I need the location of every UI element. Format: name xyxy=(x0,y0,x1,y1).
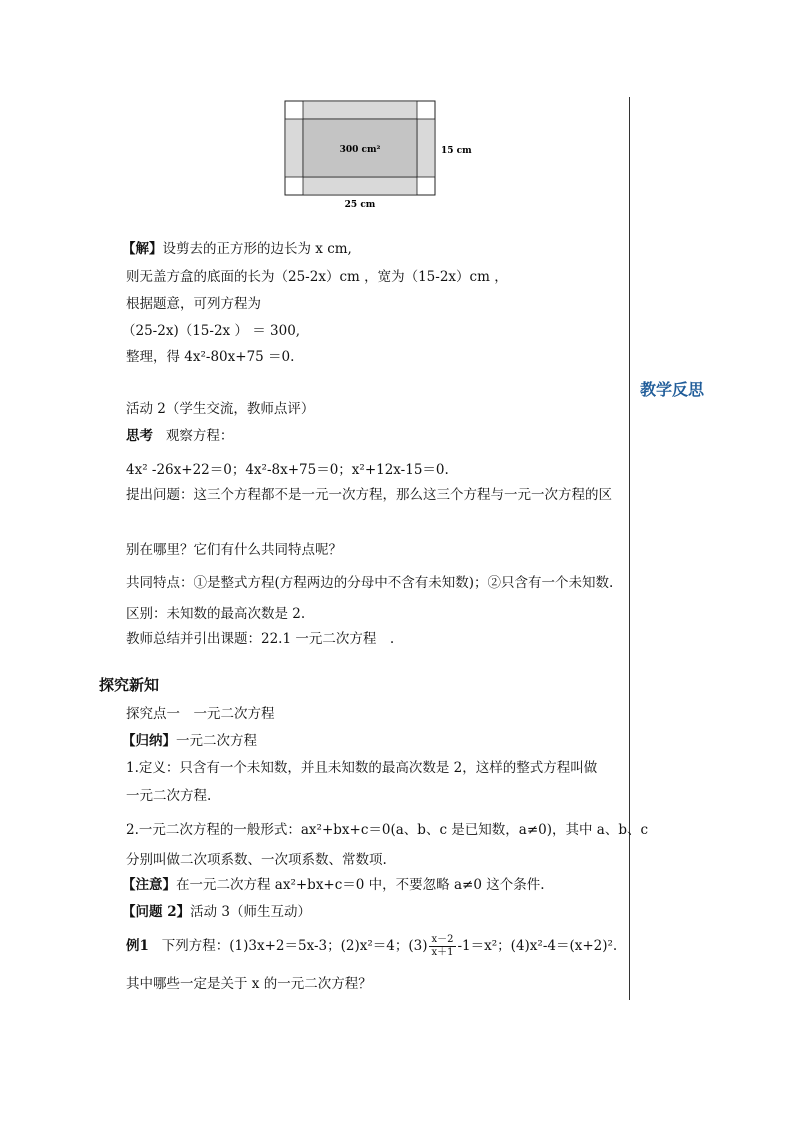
explore-point: 探究点一 一元二次方程 xyxy=(126,706,275,722)
solution-line-3: 根据题意，可列方程为 xyxy=(126,296,261,312)
summary-line: 教师总结并引出课题：22.1 一元二次方程 . xyxy=(126,631,395,647)
side-strip-left xyxy=(285,119,303,177)
fraction-denominator: x＋1 xyxy=(431,947,454,958)
height-label: 15 cm xyxy=(441,146,472,156)
question-line-a: 提出问题：这三个方程都不是一元一次方程，那么这三个方程与一元一次方程的区 xyxy=(126,487,612,503)
think-text: 观察方程： xyxy=(165,428,234,444)
difference-line: 区别：未知数的最高次数是 2. xyxy=(126,606,306,622)
think-line xyxy=(126,427,233,445)
example-pre: 下列方程：(1)3x+2＝5x-3；(2)x²＝4；(3) xyxy=(161,938,428,954)
area-label: 300 cm² xyxy=(339,145,381,155)
note-line xyxy=(122,876,545,894)
example-fraction xyxy=(429,934,455,959)
solution-line-2: 则无盖方盒的底面的长为（25-2x）cm ，宽为（15-2x）cm ， xyxy=(126,269,508,285)
question2-text: 活动 3（师生互动） xyxy=(190,904,311,920)
question2-tag: 【问题 2】 xyxy=(122,904,191,920)
explore-heading: 探究新知 xyxy=(99,676,160,694)
example-line xyxy=(126,934,617,959)
definition-line-a: 1.定义：只含有一个未知数，并且未知数的最高次数是 2，这样的整式方程叫做 xyxy=(126,760,598,776)
definition-line-b: 一元二次方程. xyxy=(126,788,212,804)
activity2-title: 活动 2（学生交流，教师点评） xyxy=(126,401,315,417)
solution-text-1: 设剪去的正方形的边长为 x cm, xyxy=(162,241,352,257)
general-form-line-b: 分别叫做二次项系数、一次项系数、常数项. xyxy=(126,852,387,868)
side-strip-bottom xyxy=(303,177,417,195)
box-net-diagram xyxy=(270,95,490,215)
note-text: 在一元二次方程 ax²+bx+c＝0 中，不要忽略 a≠0 这个条件. xyxy=(176,877,545,893)
question2-line xyxy=(122,903,311,921)
induce-tag: 【归纳】 xyxy=(122,733,176,749)
solution-line-4: （25-2x)（15-2x ） ＝ 300, xyxy=(122,323,301,339)
width-label: 25 cm xyxy=(344,200,376,210)
general-form-line-a: 2.一元二次方程的一般形式：ax²+bx+c＝0(a、b、c 是已知数，a≠0)，其中 a、b、c xyxy=(126,822,649,838)
note-tag: 【注意】 xyxy=(122,877,176,893)
common-features: 共同特点：①是整式方程(方程两边的分母中不含有未知数)；②只含有一个未知数. xyxy=(126,575,614,591)
induce-line xyxy=(122,732,257,750)
solution-tag: 【解】 xyxy=(122,241,163,257)
example-question: 其中哪些一定是关于 x 的一元二次方程？ xyxy=(126,976,372,992)
question-line-b: 别在哪里？它们有什么共同特点呢？ xyxy=(126,542,342,558)
side-strip-top xyxy=(303,101,417,119)
equations-line: 4x² -26x+22＝0；4x²-8x+75＝0；x²+12x-15＝0. xyxy=(126,462,449,478)
induce-text: 一元二次方程 xyxy=(176,733,257,749)
column-divider xyxy=(629,97,630,1000)
sidebar-title: 教学反思 xyxy=(640,380,705,399)
example-label: 例1 xyxy=(126,938,149,954)
side-strip-right xyxy=(417,119,435,177)
fraction-numerator: x－2 xyxy=(431,934,454,945)
example-post: -1＝x²；(4)x²-4＝(x+2)². xyxy=(457,938,618,954)
think-label: 思考 xyxy=(126,428,153,444)
solution-line-1 xyxy=(122,240,352,258)
solution-line-5: 整理，得 4x²-80x+75 ＝0. xyxy=(126,349,295,365)
